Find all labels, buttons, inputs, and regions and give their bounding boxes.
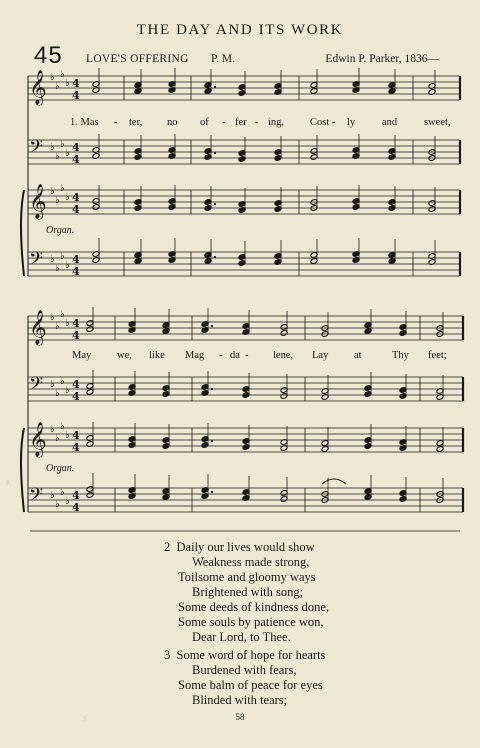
- flat-icon: ♭: [50, 142, 55, 153]
- lyric-syllable: feet;: [428, 350, 447, 361]
- meter: P. M.: [211, 53, 235, 65]
- hymn-name: LOVE'S OFFERING: [86, 53, 189, 65]
- flat-icon: ♭: [55, 388, 60, 399]
- bass-clef-icon: 𝄢: [29, 374, 44, 399]
- lyric-syllable: and: [382, 117, 398, 128]
- flat-icon: ♭: [65, 496, 70, 507]
- time-signature-bottom: 4: [72, 89, 80, 102]
- time-signature-top: 4: [72, 77, 80, 90]
- organ-label-1: Organ.: [46, 225, 75, 236]
- lyric-syllable: ter,: [129, 117, 143, 128]
- time-signature-bottom: 4: [72, 153, 80, 166]
- time-signature-top: 4: [72, 191, 80, 204]
- page-number: 58: [235, 712, 245, 722]
- author-credit: Edwin P. Parker, 1836—: [325, 53, 439, 65]
- dot: [211, 388, 213, 390]
- time-signature-top: 4: [72, 141, 80, 154]
- time-signature-top: 4: [72, 489, 80, 502]
- lyric-syllable: like: [149, 350, 165, 361]
- time-signature-bottom: 4: [72, 501, 80, 514]
- page-speck: [84, 715, 86, 721]
- flat-icon: ♭: [50, 424, 55, 435]
- flat-icon: ♭: [65, 260, 70, 271]
- time-signature-top: 4: [72, 429, 80, 442]
- flat-icon: ♭: [60, 251, 65, 262]
- flat-icon: ♭: [55, 151, 60, 162]
- dot: [214, 86, 216, 88]
- time-signature-bottom: 4: [72, 203, 80, 216]
- lyric-syllable: -: [332, 117, 336, 128]
- lyric-syllable: we,: [117, 350, 132, 361]
- time-signature-top: 4: [72, 378, 80, 391]
- dot: [214, 256, 216, 258]
- flat-icon: ♭: [55, 81, 60, 92]
- verse-line: Some souls by patience won,: [178, 615, 324, 629]
- flat-icon: ♭: [50, 312, 55, 323]
- hymn-number: 45: [34, 42, 63, 69]
- flat-icon: ♭: [55, 433, 60, 444]
- flat-icon: ♭: [65, 385, 70, 396]
- flat-icon: ♭: [60, 421, 65, 432]
- treble-clef-icon: 𝄞: [29, 422, 47, 457]
- time-signature-top: 4: [72, 317, 80, 330]
- dot: [214, 203, 216, 205]
- flat-icon: ♭: [65, 430, 70, 441]
- flat-icon: ♭: [60, 487, 65, 498]
- lyric-syllable: at: [354, 350, 362, 361]
- time-signature-bottom: 4: [72, 265, 80, 278]
- lyric-syllable: Thy: [392, 350, 409, 361]
- lyric-syllable: -: [219, 350, 223, 361]
- verse-number: 3 Some word of hope for hearts: [164, 648, 326, 662]
- flat-icon: ♭: [50, 72, 55, 83]
- lyric-syllable: of: [200, 117, 209, 128]
- slur: [322, 479, 346, 484]
- lyric-syllable: da: [230, 350, 240, 361]
- flat-icon: ♭: [55, 321, 60, 332]
- flat-icon: ♭: [60, 183, 65, 194]
- brace: [21, 428, 24, 512]
- flat-icon: ♭: [65, 192, 70, 203]
- flat-icon: ♭: [65, 318, 70, 329]
- dot: [211, 440, 213, 442]
- verse-line: Burdened with fears,: [192, 663, 297, 677]
- treble-clef-icon: 𝄞: [29, 310, 47, 345]
- flat-icon: ♭: [55, 263, 60, 274]
- time-signature-bottom: 4: [72, 329, 80, 342]
- flat-icon: ♭: [50, 186, 55, 197]
- flat-icon: ♭: [60, 139, 65, 150]
- treble-clef-icon: 𝄞: [29, 184, 47, 219]
- flat-icon: ♭: [65, 148, 70, 159]
- lyric-syllable: Mag: [185, 350, 205, 361]
- brace: [21, 190, 24, 276]
- flat-icon: ♭: [55, 195, 60, 206]
- verse-line: Weakness made strong,: [192, 555, 310, 569]
- dot: [211, 491, 213, 493]
- verse-line: Some deeds of kindness done,: [178, 600, 330, 614]
- treble-clef-icon: 𝄞: [29, 70, 47, 105]
- lyric-syllable: ing,: [268, 117, 285, 128]
- organ-label-2: Organ.: [46, 463, 75, 474]
- flat-icon: ♭: [60, 376, 65, 387]
- dot: [211, 325, 213, 327]
- lyric-syllable: -: [222, 117, 226, 128]
- section-title: THE DAY AND ITS WORK: [136, 22, 344, 38]
- time-signature-bottom: 4: [72, 390, 80, 403]
- flat-icon: ♭: [50, 490, 55, 501]
- bass-clef-icon: 𝄢: [29, 249, 44, 274]
- lyric-syllable: -: [114, 117, 118, 128]
- lyric-syllable: fer: [235, 117, 247, 128]
- flat-icon: ♭: [50, 254, 55, 265]
- flat-icon: ♭: [65, 78, 70, 89]
- lyric-syllable: no: [167, 117, 178, 128]
- lyric-syllable: 1. Mas: [70, 117, 99, 128]
- verse-line: Blinded with tears;: [192, 693, 288, 707]
- bass-clef-icon: 𝄢: [29, 485, 44, 510]
- flat-icon: ♭: [60, 309, 65, 320]
- lyric-syllable: lene,: [273, 350, 294, 361]
- lyric-syllable: ly: [347, 117, 356, 128]
- dot: [214, 152, 216, 154]
- flat-icon: ♭: [55, 499, 60, 510]
- lyric-syllable: -: [245, 350, 249, 361]
- lyric-syllable: Cost: [310, 117, 330, 128]
- verse-line: Brightened with song;: [192, 585, 304, 599]
- lyric-syllable: sweet,: [424, 117, 451, 128]
- verse-line: Some balm of peace for eyes: [178, 678, 323, 692]
- flat-icon: ♭: [50, 379, 55, 390]
- flat-icon: ♭: [60, 69, 65, 80]
- verse-line: Dear Lord, to Thee.: [192, 630, 291, 644]
- lyric-syllable: May: [72, 350, 92, 361]
- lyric-syllable: Lay: [312, 350, 329, 361]
- time-signature-top: 4: [72, 253, 80, 266]
- verse-number: 2 Daily our lives would show: [164, 540, 315, 554]
- time-signature-bottom: 4: [72, 441, 80, 454]
- bass-clef-icon: 𝄢: [29, 137, 44, 162]
- lyric-syllable: -: [255, 117, 259, 128]
- verse-line: Toilsome and gloomy ways: [178, 570, 316, 584]
- page-speck: [6, 480, 9, 485]
